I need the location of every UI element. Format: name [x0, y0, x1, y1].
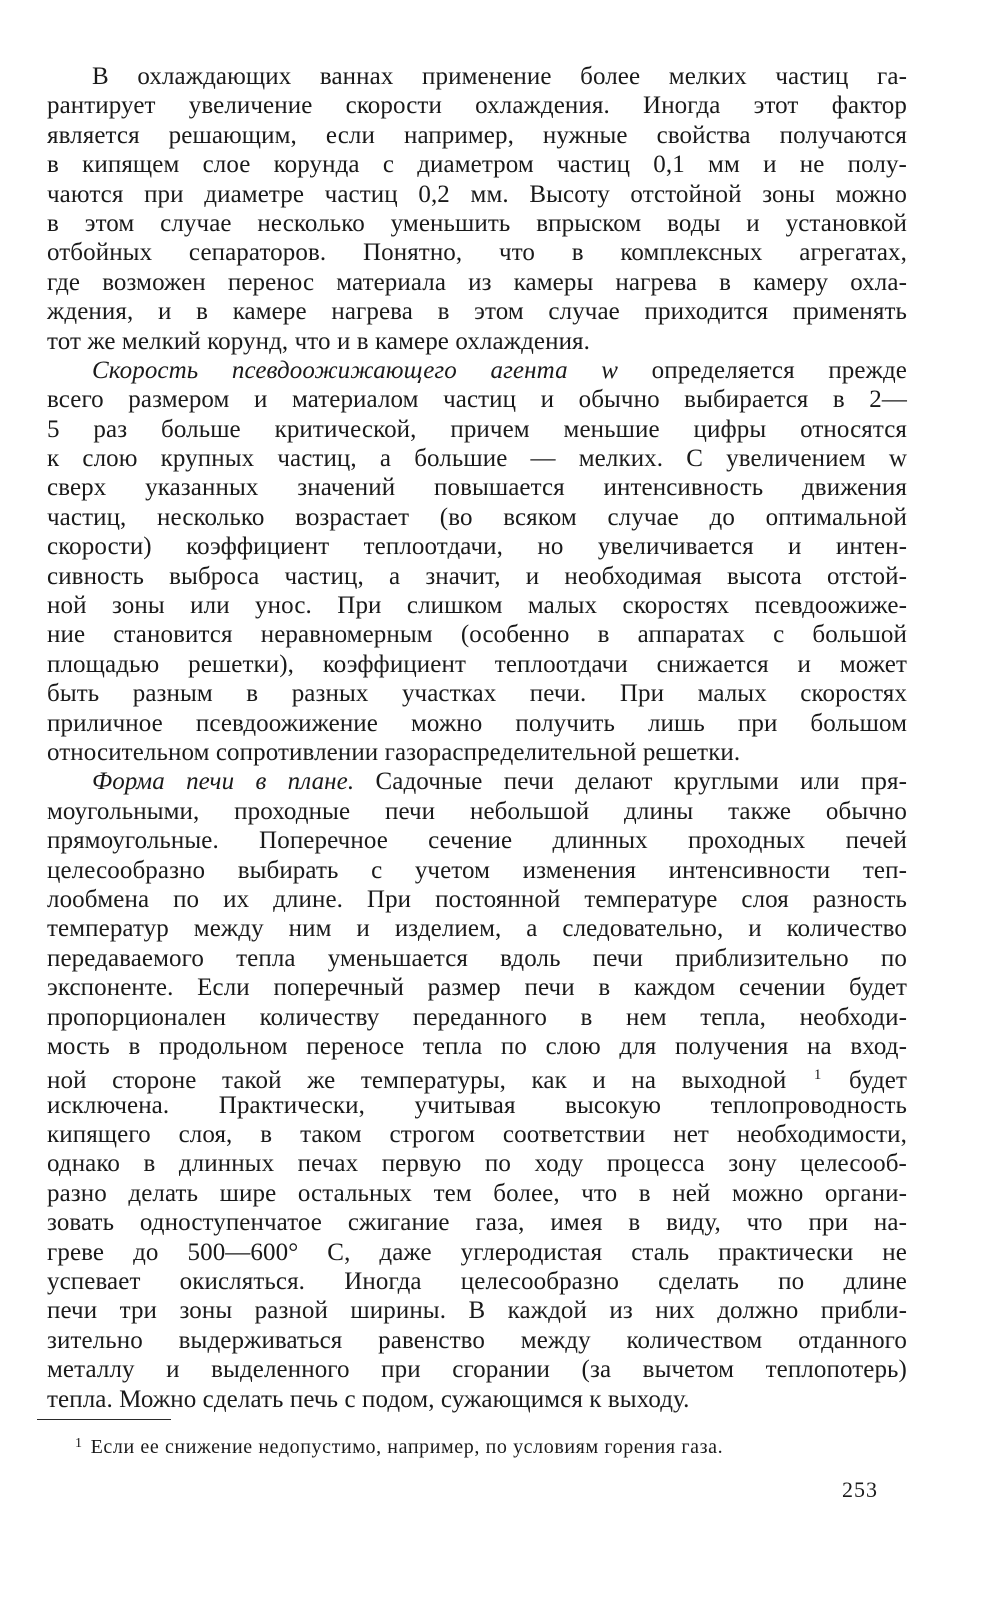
text-line: в этом случае несколько уменьшить впрыском воды и установкой: [47, 209, 907, 237]
text-line: ной зоны или унос. При слишком малых скоростях псевдоожиже-: [47, 592, 907, 620]
text-line: приличное псевдоожижение можно получить лишь при большом: [47, 709, 907, 737]
text-line: быть разным в разных участках печи. При малых скоростях: [47, 680, 907, 708]
text-line: всего размером и материалом частиц и обычно выбирается в 2—: [47, 386, 907, 414]
text-line: 5 раз больше критической, причем меньшие цифры относятся: [47, 415, 907, 443]
text-run: определяется прежде: [618, 356, 907, 384]
text-line: сивность выброса частиц, а значит, и необходимая высота отстой-: [47, 562, 907, 590]
text-line: целесообразно выбирать с учетом изменения интенсивности теп-: [47, 856, 907, 884]
text-line: печи три зоны разной ширины. В каждой из них должно прибли-: [47, 1297, 907, 1325]
text-run: ной стороне такой же температуры, как и на выходной: [47, 1067, 787, 1095]
text-line: рантирует увеличение скорости охлаждения. Иногда этот фактор: [47, 92, 907, 120]
text-line: мость в продольном переносе тепла по слою для получения на вход-: [47, 1032, 907, 1060]
text-line: разно делать шире остальных тем более, что в ней можно органи-: [47, 1179, 907, 1207]
text-line: частиц, несколько возрастает (во всяком случае до оптимальной: [47, 503, 907, 531]
text-line: температур между ним и изделием, а следовательно, и количество: [47, 915, 907, 943]
footnote-marker: 1: [75, 1436, 83, 1451]
text-line: греве до 500—600° С, даже углеродистая сталь практически не: [47, 1238, 907, 1266]
text-line: [47, 1061, 907, 1095]
text-line: зительно выдерживаться равенство между количеством отданного: [47, 1326, 907, 1354]
text-run: будет: [823, 1067, 907, 1095]
text-line: исключена. Практически, учитывая высокую теплопроводность: [47, 1091, 907, 1119]
italic-heading: Скорость псевдоожижающего агента w: [92, 356, 619, 384]
paragraph-2: [47, 356, 907, 767]
text-line: [47, 767, 907, 796]
footnote-text: Если ее снижение недопустимо, например, по условиям горения газа.: [90, 1436, 724, 1458]
text-line: лообмена по их длине. При постоянной температуре слоя разность: [47, 885, 907, 913]
text-line: передаваемого тепла уменьшается вдоль печи приблизительно по: [47, 944, 907, 972]
italic-heading: Форма печи в плане.: [92, 768, 355, 796]
text-line: отбойных сепараторов. Понятно, что в комплексных агрегатах,: [47, 239, 907, 267]
text-line: пропорционален количеству переданного в нем тепла, необходи-: [47, 1003, 907, 1031]
page-body: [47, 62, 907, 1414]
text-line: к слою крупных частиц, а большие — мелких. С увеличением w: [47, 445, 907, 473]
text-line: тот же мелкий корунд, что и в камере охлаждения.: [47, 327, 590, 355]
text-line: однако в длинных печах первую по ходу процесса зону целесооб-: [47, 1150, 907, 1178]
text-line: ждения, и в камере нагрева в этом случае приходится применять: [47, 298, 907, 326]
text-line: металлу и выделенного при сгорании (за вычетом теплопотерь): [47, 1356, 907, 1384]
text-line: площадью решетки), коэффициент теплоотдачи снижается и может: [47, 650, 907, 678]
text-line: ние становится неравномерным (особенно в аппаратах с большой: [47, 621, 907, 649]
text-line: является решающим, если например, нужные свойства получаются: [47, 121, 907, 149]
text-line: в кипящем слое корунда с диаметром частиц 0,1 мм и не полу-: [47, 151, 907, 179]
footnote: [75, 1431, 905, 1460]
text-line: В охлаждающих ваннах применение более мелких частиц га-: [92, 63, 907, 90]
text-line: чаются при диаметре частиц 0,2 мм. Высоту отстойной зоны можно: [47, 180, 907, 208]
text-line: относительном сопротивлении газораспределительной решетки.: [47, 738, 741, 766]
footnote-reference[interactable]: 1: [813, 1067, 822, 1084]
text-line: скорости) коэффициент теплоотдачи, но увеличивается и интен-: [47, 533, 907, 561]
text-line: где возможен перенос материала из камеры нагрева в камеру охла-: [47, 268, 907, 296]
text-line: сверх указанных значений повышается интенсивность движения: [47, 474, 907, 502]
paragraph-3: [47, 767, 907, 1414]
text-line: зовать одноступенчатое сжигание газа, имея в виду, что при на-: [47, 1209, 907, 1237]
footnote-divider: [37, 1419, 171, 1420]
text-line: тепла. Можно сделать печь с подом, сужающимся к выходу.: [47, 1385, 690, 1413]
paragraph-1: [47, 62, 907, 356]
page-number: 253: [842, 1477, 878, 1502]
text-line: [47, 356, 907, 385]
text-line: прямоугольные. Поперечное сечение длинных проходных печей: [47, 827, 907, 855]
text-line: кипящего слоя, в таком строгом соответствии нет необходимости,: [47, 1121, 907, 1149]
text-line: моугольными, проходные печи небольшой длины также обычно: [47, 797, 907, 825]
text-run: Садочные печи делают круглыми или пря-: [354, 768, 908, 796]
text-line: экспоненте. Если поперечный размер печи в каждом сечении будет: [47, 974, 907, 1002]
text-line: успевает окисляться. Иногда целесообразно сделать по длине: [47, 1268, 907, 1296]
